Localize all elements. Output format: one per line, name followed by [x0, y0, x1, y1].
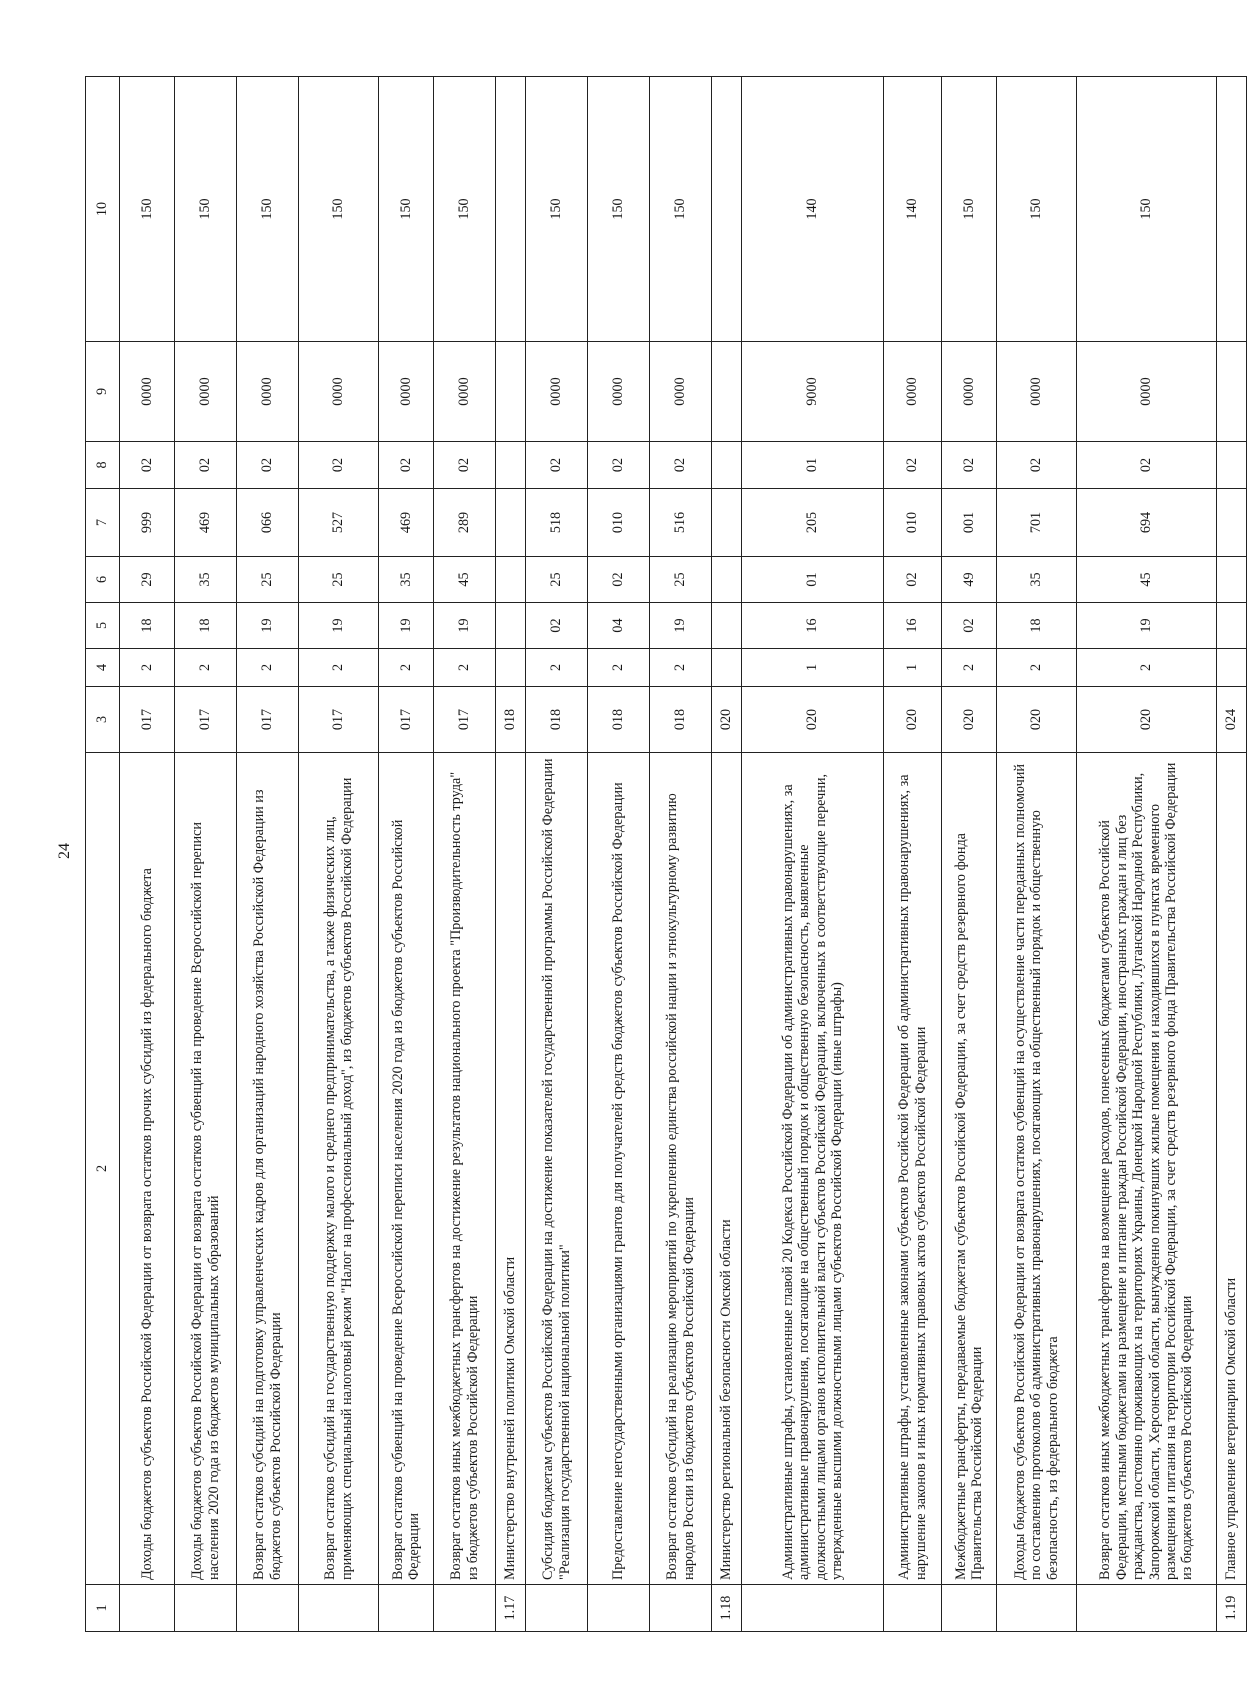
row-number-cell — [175, 1585, 237, 1632]
code-cell: 45 — [434, 557, 496, 603]
description-cell: Возврат остатков иных межбюджетных трансфертов на достижение результатов национального проекта "Производительность труда" из бюджетов субъектов Российской Федерации — [434, 753, 496, 1585]
code-cell: 02 — [299, 442, 379, 489]
table-row — [120, 77, 175, 1632]
code-cell: 0000 — [299, 342, 379, 442]
code-cell: 150 — [120, 77, 175, 342]
code-cell: 19 — [237, 603, 299, 649]
row-number-cell — [434, 1585, 496, 1632]
code-cell: 19 — [434, 603, 496, 649]
code-cell: 16 — [884, 603, 942, 649]
code-cell: 2 — [175, 649, 237, 687]
code-cell: 701 — [997, 489, 1077, 557]
column-header: 1 — [86, 1585, 120, 1632]
code-cell: 2 — [588, 649, 650, 687]
code-cell: 2 — [237, 649, 299, 687]
column-header: 7 — [86, 489, 120, 557]
code-cell: 018 — [650, 687, 712, 753]
code-cell: 020 — [742, 687, 884, 753]
code-cell: 2 — [997, 649, 1077, 687]
code-cell: 16 — [742, 603, 884, 649]
description-cell: Возврат остатков иных межбюджетных трансфертов на возмещение расходов, понесенных бюджетами субъектов Российской Федерации, местными бюджетами на размещение и питание граждан Российской Федерации, иностранных граждан и лиц без гражданства, постоянно проживающих на территориях Украины, Донецкой Народной Республики, Луганской Народной Республики, Запорожской области, Херсонской области, вынужденно покинувших жилые помещения и находившихся в пунктах временного размещения и питания на территории Российской Федерации, за счет средств резервного фонда Правительства Российской Федерации из бюджетов субъектов Российской Федерации — [1077, 753, 1217, 1585]
table-row — [884, 77, 942, 1632]
code-cell: 527 — [299, 489, 379, 557]
code-cell: 289 — [434, 489, 496, 557]
table-row — [1217, 77, 1247, 1632]
code-cell: 150 — [1077, 77, 1217, 342]
code-cell — [712, 489, 742, 557]
code-cell: 1 — [884, 649, 942, 687]
code-cell: 25 — [299, 557, 379, 603]
code-cell: 150 — [175, 77, 237, 342]
code-cell: 150 — [237, 77, 299, 342]
code-cell: 017 — [237, 687, 299, 753]
code-cell: 19 — [379, 603, 434, 649]
code-cell: 02 — [120, 442, 175, 489]
code-cell: 02 — [175, 442, 237, 489]
row-number-cell: 1.17 — [496, 1585, 526, 1632]
column-header: 4 — [86, 649, 120, 687]
description-cell: Доходы бюджетов субъектов Российской Федерации от возврата остатков субвенций на проведение Всероссийской переписи населения 2020 года из бюджетов муниципальных образований — [175, 753, 237, 1585]
code-cell: 2 — [379, 649, 434, 687]
code-cell: 999 — [120, 489, 175, 557]
code-cell: 0000 — [379, 342, 434, 442]
code-cell: 469 — [379, 489, 434, 557]
code-cell: 02 — [526, 442, 588, 489]
code-cell — [496, 442, 526, 489]
code-cell: 18 — [175, 603, 237, 649]
description-cell: Возврат остатков субсидий на подготовку управленческих кадров для организаций народного хозяйства Российской Федерации из бюджетов субъектов Российской Федерации — [237, 753, 299, 1585]
code-cell: 0000 — [588, 342, 650, 442]
code-cell — [496, 77, 526, 342]
row-number-cell — [237, 1585, 299, 1632]
code-cell: 2 — [434, 649, 496, 687]
code-cell: 140 — [742, 77, 884, 342]
code-cell: 0000 — [884, 342, 942, 442]
column-header: 8 — [86, 442, 120, 489]
code-cell: 02 — [588, 557, 650, 603]
row-number-cell — [526, 1585, 588, 1632]
table-row — [1077, 77, 1217, 1632]
code-cell: 01 — [742, 557, 884, 603]
code-cell: 0000 — [175, 342, 237, 442]
code-cell: 017 — [299, 687, 379, 753]
code-cell: 02 — [650, 442, 712, 489]
description-cell: Административные штрафы, установленные законами субъектов Российской Федерации об административных правонарушениях, за нарушение законов и иных нормативных правовых актов субъектов Российской Федерации — [884, 753, 942, 1585]
code-cell: 150 — [997, 77, 1077, 342]
code-cell — [1217, 489, 1247, 557]
description-cell: Возврат остатков субсидий на реализацию мероприятий по укреплению единства российской нации и этнокультурному развитию народов России из бюджетов субъектов Российской Федерации — [650, 753, 712, 1585]
code-cell: 0000 — [526, 342, 588, 442]
code-cell: 0000 — [237, 342, 299, 442]
code-cell: 020 — [997, 687, 1077, 753]
table-container — [85, 77, 1240, 1632]
code-cell: 2 — [1077, 649, 1217, 687]
table-row — [237, 77, 299, 1632]
code-cell: 020 — [712, 687, 742, 753]
code-cell: 02 — [526, 603, 588, 649]
code-cell: 25 — [650, 557, 712, 603]
row-number-cell — [379, 1585, 434, 1632]
code-cell: 066 — [237, 489, 299, 557]
code-cell: 017 — [379, 687, 434, 753]
code-cell — [496, 649, 526, 687]
table-row — [496, 77, 526, 1632]
description-cell: Межбюджетные трансферты, передаваемые бюджетам субъектов Российской Федерации, за счет средств резервного фонда Правительства Российской Федерации — [942, 753, 997, 1585]
code-cell: 018 — [588, 687, 650, 753]
column-header: 3 — [86, 687, 120, 753]
code-cell: 02 — [942, 442, 997, 489]
description-cell: Министерство региональной безопасности Омской области — [712, 753, 742, 1585]
column-header: 10 — [86, 77, 120, 342]
table-row — [434, 77, 496, 1632]
budget-classification-table — [85, 76, 1247, 1632]
code-cell: 02 — [379, 442, 434, 489]
code-cell: 02 — [997, 442, 1077, 489]
description-cell: Субсидия бюджетам субъектов Российской Федерации на достижение показателей государственной программы Российской Федерации "Реализация государственной национальной политики" — [526, 753, 588, 1585]
code-cell: 02 — [434, 442, 496, 489]
table-row — [299, 77, 379, 1632]
code-cell: 150 — [942, 77, 997, 342]
code-cell: 694 — [1077, 489, 1217, 557]
table-row — [650, 77, 712, 1632]
code-cell — [712, 557, 742, 603]
code-cell: 02 — [588, 442, 650, 489]
code-cell: 19 — [650, 603, 712, 649]
row-number-cell — [299, 1585, 379, 1632]
code-cell: 150 — [650, 77, 712, 342]
code-cell — [712, 342, 742, 442]
description-cell: Министерство внутренней политики Омской области — [496, 753, 526, 1585]
code-cell — [1217, 603, 1247, 649]
code-cell — [496, 342, 526, 442]
code-cell — [1217, 557, 1247, 603]
code-cell: 04 — [588, 603, 650, 649]
row-number-cell — [742, 1585, 884, 1632]
code-cell: 02 — [884, 442, 942, 489]
code-cell: 018 — [496, 687, 526, 753]
table-row — [712, 77, 742, 1632]
code-cell: 0000 — [120, 342, 175, 442]
code-cell: 02 — [237, 442, 299, 489]
table-row — [997, 77, 1077, 1632]
code-cell — [496, 489, 526, 557]
code-cell — [712, 442, 742, 489]
description-cell: Возврат остатков субсидий на государственную поддержку малого и среднего предпринимательства, а также физических лиц, применяющих специальный налоговый режим "Налог на профессиональный доход", из бюджетов субъектов Российской Федерации — [299, 753, 379, 1585]
code-cell: 020 — [1077, 687, 1217, 753]
row-number-cell — [997, 1585, 1077, 1632]
code-cell: 01 — [742, 442, 884, 489]
table-row — [379, 77, 434, 1632]
code-cell: 02 — [942, 603, 997, 649]
code-cell: 2 — [942, 649, 997, 687]
code-cell: 150 — [299, 77, 379, 342]
description-cell: Доходы бюджетов субъектов Российской Федерации от возврата остатков прочих субсидий из федерального бюджета — [120, 753, 175, 1585]
code-cell: 010 — [588, 489, 650, 557]
row-number-cell — [884, 1585, 942, 1632]
code-cell: 0000 — [942, 342, 997, 442]
code-cell: 017 — [175, 687, 237, 753]
table-row — [588, 77, 650, 1632]
page-number: 24 — [56, 843, 73, 859]
row-number-cell — [650, 1585, 712, 1632]
code-cell: 19 — [1077, 603, 1217, 649]
table-row — [942, 77, 997, 1632]
code-cell — [496, 557, 526, 603]
code-cell: 205 — [742, 489, 884, 557]
code-cell — [1217, 649, 1247, 687]
column-header: 2 — [86, 753, 120, 1585]
code-cell: 29 — [120, 557, 175, 603]
description-cell: Предоставление негосударственными организациями грантов для получателей средств бюджетов субъектов Российской Федерации — [588, 753, 650, 1585]
code-cell: 516 — [650, 489, 712, 557]
code-cell: 02 — [884, 557, 942, 603]
code-cell: 018 — [526, 687, 588, 753]
code-cell: 001 — [942, 489, 997, 557]
code-cell: 9000 — [742, 342, 884, 442]
code-cell — [1217, 77, 1247, 342]
code-cell — [496, 603, 526, 649]
code-cell: 020 — [942, 687, 997, 753]
row-number-cell: 1.19 — [1217, 1585, 1247, 1632]
row-number-cell — [1077, 1585, 1217, 1632]
code-cell: 35 — [997, 557, 1077, 603]
column-header: 6 — [86, 557, 120, 603]
description-cell: Административные штрафы, установленные главой 20 Кодекса Российской Федерации об административных правонарушениях, за административные правонарушения, посягающие на общественный порядок и общественную безопасность, выявленные должностными лицами органов исполнительной власти субъектов Российской Федерации, включенных в соответствующие перечни, утвержденные высшими должностными лицами субъектов Российской Федерации (иные штрафы) — [742, 753, 884, 1585]
code-cell: 02 — [1077, 442, 1217, 489]
code-cell: 35 — [175, 557, 237, 603]
code-cell: 45 — [1077, 557, 1217, 603]
code-cell: 020 — [884, 687, 942, 753]
code-cell: 2 — [120, 649, 175, 687]
code-cell: 2 — [299, 649, 379, 687]
code-cell: 18 — [120, 603, 175, 649]
table-row — [175, 77, 237, 1632]
code-cell: 024 — [1217, 687, 1247, 753]
code-cell — [712, 77, 742, 342]
code-cell: 150 — [526, 77, 588, 342]
code-cell: 25 — [526, 557, 588, 603]
column-header: 9 — [86, 342, 120, 442]
table-row — [742, 77, 884, 1632]
code-cell: 010 — [884, 489, 942, 557]
code-cell: 1 — [742, 649, 884, 687]
code-cell: 0000 — [434, 342, 496, 442]
code-cell: 017 — [120, 687, 175, 753]
row-number-cell: 1.18 — [712, 1585, 742, 1632]
table-row — [526, 77, 588, 1632]
code-cell: 49 — [942, 557, 997, 603]
code-cell — [712, 649, 742, 687]
table-header-row — [86, 77, 120, 1632]
row-number-cell — [588, 1585, 650, 1632]
row-number-cell — [120, 1585, 175, 1632]
code-cell: 0000 — [997, 342, 1077, 442]
code-cell: 150 — [379, 77, 434, 342]
code-cell: 25 — [237, 557, 299, 603]
code-cell: 0000 — [650, 342, 712, 442]
code-cell: 0000 — [1077, 342, 1217, 442]
code-cell — [1217, 442, 1247, 489]
description-cell: Доходы бюджетов субъектов Российской Федерации от возврата остатков субвенций на осуществление части переданных полномочий по составлению протоколов об административных правонарушениях, посягающих на общественный порядок и общественную безопасность, из федерального бюджета — [997, 753, 1077, 1585]
description-cell: Главное управление ветеринарии Омской области — [1217, 753, 1247, 1585]
code-cell — [712, 603, 742, 649]
code-cell: 2 — [526, 649, 588, 687]
code-cell: 150 — [434, 77, 496, 342]
code-cell: 017 — [434, 687, 496, 753]
code-cell: 150 — [588, 77, 650, 342]
code-cell: 19 — [299, 603, 379, 649]
code-cell: 469 — [175, 489, 237, 557]
code-cell: 518 — [526, 489, 588, 557]
code-cell: 35 — [379, 557, 434, 603]
code-cell: 140 — [884, 77, 942, 342]
column-header: 5 — [86, 603, 120, 649]
code-cell: 18 — [997, 603, 1077, 649]
row-number-cell — [942, 1585, 997, 1632]
code-cell: 2 — [650, 649, 712, 687]
code-cell — [1217, 342, 1247, 442]
description-cell: Возврат остатков субвенций на проведение Всероссийской переписи населения 2020 года из бюджетов субъектов Российской Федерации — [379, 753, 434, 1585]
